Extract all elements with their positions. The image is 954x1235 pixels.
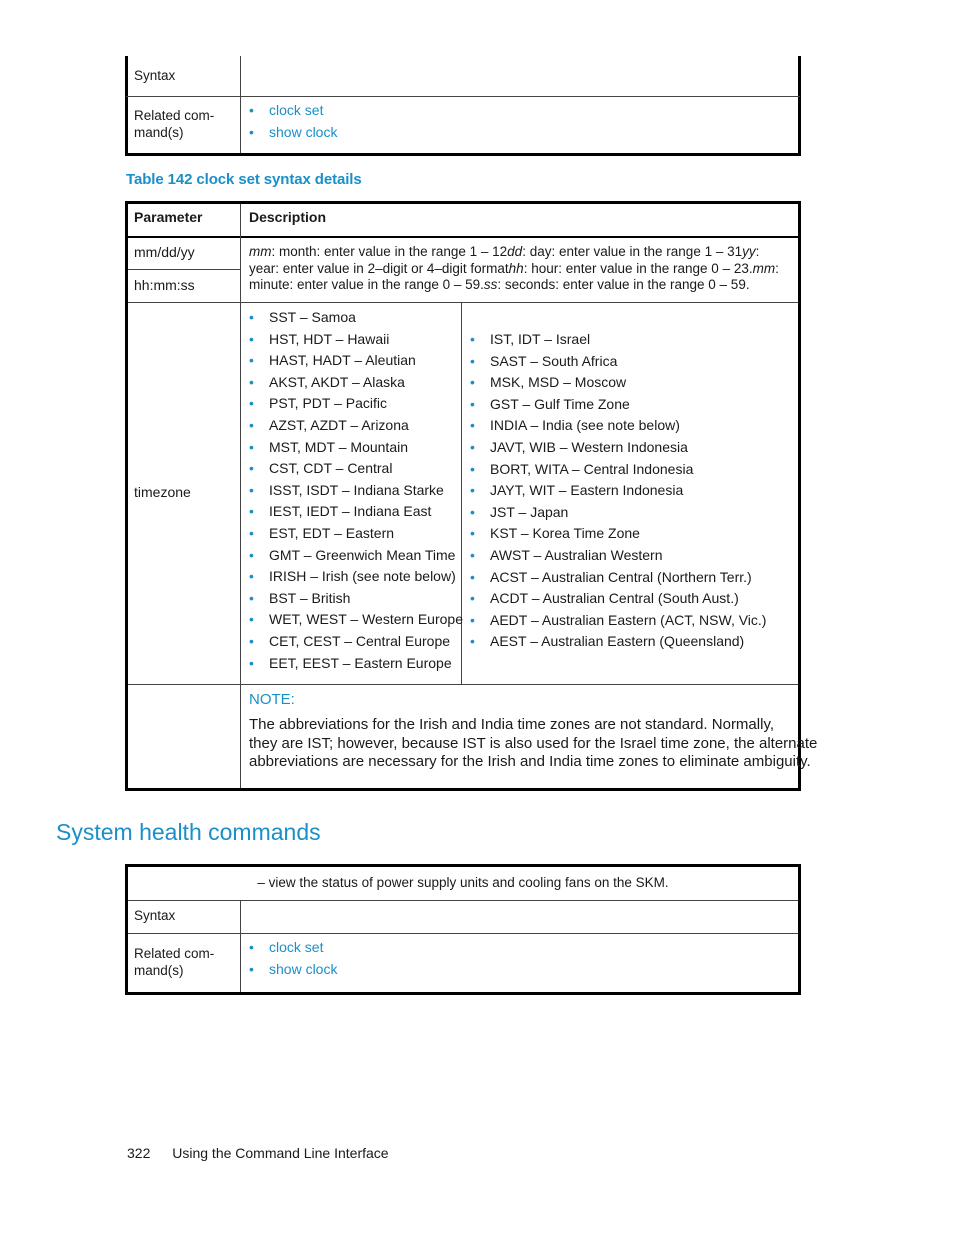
list-item bbox=[249, 458, 463, 480]
timezone-item: WET, WEST – Western Europe bbox=[269, 611, 463, 628]
timezone-item: ACDT – Australian Central (South Aust.) bbox=[490, 590, 739, 607]
bullet-icon: • bbox=[470, 352, 475, 369]
bullet-icon: • bbox=[249, 416, 254, 433]
list-item bbox=[249, 523, 463, 545]
list-item[interactable] bbox=[249, 937, 337, 959]
bullet-icon: • bbox=[470, 395, 475, 412]
timezone-item: AEST – Australian Eastern (Queensland) bbox=[490, 633, 745, 650]
related-commands-list bbox=[249, 100, 337, 143]
timezone-item: AKST, AKDT – Alaska bbox=[269, 373, 405, 390]
bullet-icon: • bbox=[470, 568, 475, 585]
list-item bbox=[249, 588, 463, 610]
related-link[interactable]: clock set bbox=[269, 939, 324, 955]
list-item bbox=[249, 437, 463, 459]
list-item bbox=[470, 588, 766, 610]
bullet-icon: • bbox=[249, 481, 254, 498]
timezone-item: AWST – Australian Western bbox=[490, 546, 663, 563]
bullet-icon: • bbox=[249, 460, 254, 477]
related-link[interactable]: clock set bbox=[269, 102, 324, 118]
header-parameter: Parameter bbox=[134, 209, 203, 225]
list-item bbox=[470, 415, 766, 437]
timezone-item: EST, EDT – Eastern bbox=[269, 524, 395, 541]
list-item bbox=[249, 566, 463, 588]
page-footer bbox=[127, 1145, 389, 1161]
timezone-item: HAST, HADT – Aleutian bbox=[269, 352, 416, 369]
timezone-item: AZST, AZDT – Arizona bbox=[269, 416, 409, 433]
bullet-icon: • bbox=[249, 546, 254, 563]
bullet-icon: • bbox=[470, 633, 475, 650]
related-link[interactable]: show clock bbox=[269, 123, 338, 140]
bullet-icon: • bbox=[470, 503, 475, 520]
list-item bbox=[249, 545, 463, 567]
related-commands-list bbox=[249, 937, 337, 980]
list-item bbox=[470, 567, 766, 589]
timezone-item: SST – Samoa bbox=[269, 309, 356, 325]
list-item bbox=[470, 351, 766, 373]
bullet-icon: • bbox=[249, 611, 254, 628]
list-item bbox=[470, 372, 766, 394]
bullet-icon: • bbox=[249, 568, 254, 585]
list-item bbox=[470, 610, 766, 632]
bullet-icon: • bbox=[470, 460, 475, 477]
bullet-icon: • bbox=[470, 590, 475, 607]
timezone-item: PST, PDT – Pacific bbox=[269, 395, 388, 412]
bullet-icon: • bbox=[249, 395, 254, 412]
param-timezone: timezone bbox=[134, 484, 191, 500]
list-item bbox=[249, 501, 463, 523]
list-item bbox=[249, 480, 463, 502]
timezone-item: BORT, WITA – Central Indonesia bbox=[490, 460, 694, 477]
bullet-icon: • bbox=[249, 589, 254, 606]
list-item bbox=[249, 329, 463, 351]
note-label: NOTE: bbox=[249, 691, 295, 708]
timezone-item: JST – Japan bbox=[490, 503, 569, 520]
list-item bbox=[470, 545, 766, 567]
timezone-list-right bbox=[470, 329, 766, 653]
bullet-icon: • bbox=[249, 102, 254, 118]
datetime-description: mm: month: enter value in the range 1 – 12dd: day: enter value in the range 1 – 31yy: year: enter value in 2–digit or 4–digit formathh: hour: enter value in the range 0 – 23.mm: minute: enter value in the range 0 – 59.ss: seconds: enter value in the range 0 – 59. bbox=[249, 244, 779, 292]
list-item bbox=[249, 393, 463, 415]
header-description: Description bbox=[249, 209, 327, 225]
list-item bbox=[470, 394, 766, 416]
list-item[interactable] bbox=[249, 122, 337, 144]
timezone-item: GST – Gulf Time Zone bbox=[490, 395, 630, 412]
bullet-icon: • bbox=[249, 524, 254, 541]
bullet-icon: • bbox=[249, 123, 254, 140]
bullet-icon: • bbox=[249, 654, 254, 671]
timezone-item: JAYT, WIT – Eastern Indonesia bbox=[490, 482, 684, 499]
bullet-icon: • bbox=[470, 611, 475, 628]
bullet-icon: • bbox=[249, 438, 254, 455]
param-hhmmss: hh:mm:ss bbox=[134, 277, 195, 293]
timezone-list-left bbox=[249, 307, 463, 674]
bullet-icon: • bbox=[249, 503, 254, 520]
syntax-label: Syntax bbox=[134, 68, 176, 83]
list-item bbox=[470, 480, 766, 502]
bullet-icon: • bbox=[470, 546, 475, 563]
list-item bbox=[249, 631, 463, 653]
list-item bbox=[249, 609, 463, 631]
list-item bbox=[249, 372, 463, 394]
list-item bbox=[249, 307, 463, 329]
list-item bbox=[470, 631, 766, 653]
timezone-item: ISST, ISDT – Indiana Starke bbox=[269, 481, 444, 498]
health-description: – view the status of power supply units and cooling fans on the SKM. bbox=[257, 875, 669, 890]
list-item bbox=[249, 415, 463, 437]
timezone-item: CET, CEST – Central Europe bbox=[269, 632, 451, 649]
related-label: Related com- mand(s) bbox=[134, 108, 215, 140]
list-item[interactable] bbox=[249, 100, 337, 122]
section-title: System health commands bbox=[56, 819, 321, 845]
bullet-icon: • bbox=[470, 438, 475, 455]
list-item bbox=[470, 437, 766, 459]
timezone-item: IST, IDT – Israel bbox=[490, 331, 591, 347]
timezone-item: ACST – Australian Central (Northern Terr.) bbox=[490, 568, 752, 585]
timezone-item: GMT – Greenwich Mean Time bbox=[269, 546, 456, 563]
list-item bbox=[249, 350, 463, 372]
timezone-item: BST – British bbox=[269, 589, 351, 606]
timezone-item: CST, CDT – Central bbox=[269, 460, 393, 477]
note-text: The abbreviations for the Irish and India time zones are not standard. Normally, they are IST; however, because IST is also used for the Israel time zone, the alternate abbreviations are necessary for the Irish and India time zones to eliminate ambiguity. bbox=[249, 716, 818, 770]
related-link[interactable]: show clock bbox=[269, 960, 338, 977]
list-item bbox=[470, 502, 766, 524]
chapter-title: Using the Command Line Interface bbox=[172, 1145, 389, 1161]
timezone-item: EET, EEST – Eastern Europe bbox=[269, 654, 452, 671]
list-item[interactable] bbox=[249, 959, 337, 981]
timezone-item: AEDT – Australian Eastern (ACT, NSW, Vic.) bbox=[490, 611, 767, 628]
bullet-icon: • bbox=[249, 632, 254, 649]
syntax-label: Syntax bbox=[134, 908, 176, 923]
timezone-item: HST, HDT – Hawaii bbox=[269, 330, 390, 347]
timezone-item: MSK, MSD – Moscow bbox=[490, 374, 627, 391]
bullet-icon: • bbox=[249, 330, 254, 347]
list-item bbox=[470, 523, 766, 545]
bullet-icon: • bbox=[470, 331, 475, 347]
bullet-icon: • bbox=[470, 482, 475, 499]
list-item bbox=[249, 653, 463, 675]
bullet-icon: • bbox=[249, 352, 254, 369]
timezone-item: JAVT, WIB – Western Indonesia bbox=[490, 438, 688, 455]
param-mmddyy: mm/dd/yy bbox=[134, 244, 195, 260]
table-caption: Table 142 clock set syntax details bbox=[126, 171, 362, 188]
timezone-item: SAST – South Africa bbox=[490, 352, 618, 369]
timezone-item: MST, MDT – Mountain bbox=[269, 438, 409, 455]
bullet-icon: • bbox=[249, 939, 254, 955]
page-number: 322 bbox=[127, 1145, 151, 1161]
related-label: Related com- mand(s) bbox=[134, 946, 215, 978]
bullet-icon: • bbox=[470, 417, 475, 434]
bullet-icon: • bbox=[249, 373, 254, 390]
bullet-icon: • bbox=[249, 309, 254, 325]
bullet-icon: • bbox=[249, 960, 254, 977]
bullet-icon: • bbox=[470, 525, 475, 542]
timezone-item: KST – Korea Time Zone bbox=[490, 525, 640, 542]
bullet-icon: • bbox=[470, 374, 475, 391]
timezone-item: IEST, IEDT – Indiana East bbox=[269, 503, 432, 520]
list-item bbox=[470, 459, 766, 481]
timezone-item: INDIA – India (see note below) bbox=[490, 417, 680, 434]
list-item bbox=[470, 329, 766, 351]
timezone-item: IRISH – Irish (see note below) bbox=[269, 568, 456, 585]
